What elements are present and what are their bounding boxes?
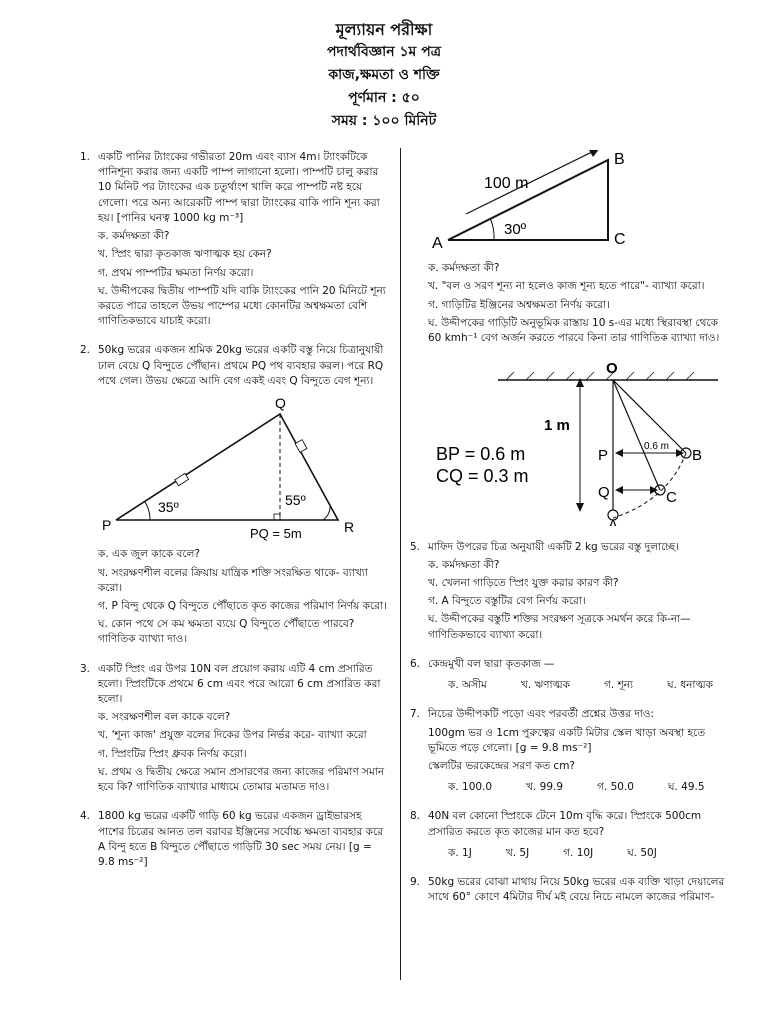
question-stem: 100gm ভর ও 1cm পুরুত্বের একটি মিটার স্কেল খাড়া অবস্থা হতে ভূমিতে পড়ে গেলো। [g = 9.8 ms⁻²] bbox=[428, 726, 706, 754]
options bbox=[448, 678, 728, 693]
pendulum-figure bbox=[428, 360, 728, 526]
sub-question-a: ক. কর্মদক্ষতা কী? bbox=[428, 262, 500, 275]
option-gha: ঘ. 50J bbox=[627, 846, 657, 859]
label-a: A bbox=[432, 235, 443, 250]
ceiling-hatch bbox=[506, 372, 694, 380]
option-kha: খ. ঋণাত্মক bbox=[520, 679, 571, 692]
question-prompt: স্কেলটির ভরকেন্দ্রের সরণ কত cm? bbox=[428, 759, 576, 772]
option-gha: ঘ. ধনাত্মক bbox=[667, 679, 713, 692]
label-q: Q bbox=[598, 484, 610, 502]
question-3 bbox=[80, 662, 390, 796]
inclined-plane-figure bbox=[98, 392, 390, 542]
swing-arc bbox=[613, 453, 686, 518]
question-number: 6. bbox=[410, 657, 421, 670]
question-7 bbox=[410, 707, 728, 795]
length-label: 1 m bbox=[544, 417, 570, 435]
question-number: 3. bbox=[80, 662, 91, 675]
angle-35-label: 35º bbox=[158, 499, 179, 516]
label-r: R bbox=[344, 519, 355, 536]
sub-question-b: খ. স্প্রিং দ্বারা কৃতকাজ ঋণাত্মক হয় কেন? bbox=[98, 248, 272, 261]
right-column bbox=[410, 150, 728, 919]
arrow-head bbox=[589, 150, 600, 157]
string-oc bbox=[613, 380, 660, 490]
left-column bbox=[80, 150, 390, 884]
exam-chapter: কাজ,ক্ষমতা ও শক্তি bbox=[328, 67, 440, 83]
sub-question-d: ঘ. উদ্দীপকের বস্তুটি শক্তির সংরক্ষণ সূত্রকে সমর্থন করে কি-না— গাণিতিকভাবে ব্যাখ্যা করো। bbox=[428, 613, 691, 641]
option-kha: খ. 99.9 bbox=[526, 781, 564, 794]
distance-label: 100 m bbox=[484, 175, 529, 192]
question-6 bbox=[410, 657, 728, 693]
angle-arc-p bbox=[145, 502, 150, 520]
sub-question-c: গ. A বিন্দুতে বস্তুটির বেগ নির্ণয় করো। bbox=[428, 595, 586, 608]
bp-value-label: BP = 0.6 m bbox=[436, 444, 526, 465]
label-p: P bbox=[598, 447, 609, 465]
question-4 bbox=[80, 809, 390, 870]
option-kha: খ. 5J bbox=[505, 846, 530, 859]
sub-question-a: ক. কর্মদক্ষতা কী? bbox=[98, 230, 170, 243]
angle-label: 30º bbox=[504, 221, 527, 238]
box-on-rq-slope bbox=[295, 440, 307, 453]
sub-question-d: ঘ. কোন পথে সে কম ক্ষমতা ব্যয়ে Q বিন্দুতে পৌঁছাতে পারবে? গাণিতিক ব্যাখ্যা দাও। bbox=[98, 618, 355, 646]
sub-question-a: ক. এক জুল কাকে বলে? bbox=[98, 548, 201, 561]
exam-subject: পদার্থবিজ্ঞান ১ম পত্র bbox=[327, 44, 441, 60]
label-p: P bbox=[102, 517, 112, 534]
question-4-parts bbox=[428, 261, 728, 346]
question-1 bbox=[80, 150, 390, 329]
question-stem: মাফিদ উপরের চিত্র অনুযায়ী একটি 2 kg ভরের বস্তু দুলাচ্ছে। bbox=[428, 540, 679, 553]
bp-small-label: 0.6 m bbox=[644, 441, 670, 453]
cq-arrow-left bbox=[615, 486, 623, 494]
exam-header bbox=[0, 18, 768, 133]
question-number: 8. bbox=[410, 810, 421, 823]
sub-question-d: ঘ. উদ্দীপকের গাড়িটি অনুভূমিক রাস্তায় 10 s-এর মধ্যে স্থিরাবস্থা থেকে 60 kmh⁻¹ বেগ অর্জন করতে পারবে কিনা তার গাণিতিক ব্যাখ্যা দাও। bbox=[428, 316, 720, 345]
question-stem: একটি পানির ট্যাংকের গভীরতা 20m এবং ব্যাস 4m। ট্যাংকটিকে পানিশূন্য করার জন্য একটি পাম্প লাগানো হলো। পাম্পটি চালু করার 10 মিনিট পর ট্যাংকের এক চতুর্থাংশ খালি করে পাম্পটি নষ্ট হয়ে গেলো। পরে অন্য আরেকটি পাম্প দ্বারা ট্যাংকের বাকি পানি শূন্য করা হয়। [পানির ঘনত্ব 1000 kg m⁻³] bbox=[98, 151, 380, 224]
incline-abc-figure bbox=[428, 150, 728, 250]
question-stem: 50kg ভরের বোঝা মাথায় নিয়ে 50kg ভরের এক ব্যক্তি খাড়া দেয়ালের সাথে 60° কোণে 4মিটার দীর্ঘ মই বেয়ে নিচে নামলে কাজের পরিমাণ- bbox=[428, 876, 725, 904]
sub-question-c: গ. প্রথম পাম্পটির ক্ষমতা নির্ণয় করো। bbox=[98, 266, 254, 279]
label-q: Q bbox=[275, 395, 286, 412]
column-divider bbox=[400, 148, 401, 980]
question-number: 7. bbox=[410, 708, 421, 721]
option-ka: ক. 100.0 bbox=[448, 781, 493, 794]
question-stem: 1800 kg ভরের একটি গাড়ি 60 kg ভরের একজন ড্রাইভারসহ পাশের চিত্রের আনত তল বরাবর ইঞ্জিনের সর্বোচ্চ ক্ষমতা ব্যবহার করে A বিন্দু হতে B বিন্দুতে পৌঁছাতে গাড়িটি 30 sec সময় নেয়। [g = 9.8 ms⁻²] bbox=[98, 810, 384, 868]
right-angle-mark bbox=[274, 514, 280, 520]
box-on-pq-slope bbox=[175, 473, 189, 485]
question-number: 2. bbox=[80, 344, 91, 357]
sub-question-a: ক. সংরক্ষণশীল বল কাকে বলে? bbox=[98, 711, 231, 724]
option-ka: ক. 1J bbox=[448, 846, 472, 859]
question-5 bbox=[410, 540, 728, 643]
question-2 bbox=[80, 343, 390, 647]
exam-full-marks: পূর্ণমান : ৫০ bbox=[348, 90, 420, 106]
option-ga: গ. 10J bbox=[563, 846, 594, 859]
cq-arrow-right bbox=[650, 486, 658, 494]
label-b: B bbox=[692, 447, 703, 465]
option-ga: গ. 50.0 bbox=[597, 781, 634, 794]
angle-55-label: 55º bbox=[285, 492, 306, 509]
question-stem: 50kg ভরের একজন শ্রমিক 20kg ভরের একটি বস্তু নিয়ে চিত্রানুযায়ী ঢাল বেয়ে Q বিন্দুতে পৌঁছান। প্রথমে PQ পথ ব্যবহার করল। পরে RQ পথে গেল। উভয় ক্ষেত্রে আদি বেগ একই এবং Q বিন্দুতে বেগ শূন্য। bbox=[98, 344, 384, 387]
question-number: 5. bbox=[410, 540, 421, 553]
triangle-abc bbox=[448, 160, 608, 240]
cq-value-label: CQ = 0.3 m bbox=[436, 466, 529, 487]
option-gha: ঘ. 49.5 bbox=[667, 781, 705, 794]
option-ka: ক. অসীম bbox=[448, 679, 487, 692]
sub-question-c: গ. গাড়িটির ইঞ্জিনের অশ্বক্ষমতা নির্ণয় করো। bbox=[428, 298, 610, 311]
angle-arc-r bbox=[323, 505, 330, 520]
question-lead: নিচের উদ্দীপকটি পড়ো এবং পরবর্তী প্রশ্নের উত্তর দাও: bbox=[428, 708, 655, 721]
option-ga: গ. শূন্য bbox=[604, 679, 634, 692]
question-8 bbox=[410, 809, 728, 861]
question-stem: কেন্দ্রমুখী বল দ্বারা কৃতকাজ — bbox=[428, 657, 555, 670]
question-9 bbox=[410, 875, 728, 905]
sub-question-a: ক. কর্মদক্ষতা কী? bbox=[428, 558, 500, 571]
label-b: B bbox=[614, 151, 625, 168]
sub-question-d: ঘ. উদ্দীপকের দ্বিতীয় পাম্পটি যদি বাকি ট্যাংকের পানি 20 মিনিটে শূন্য করতে পারে তাহলে উভয় পাম্পের মধ্যে কোনটির অশ্বক্ষমতা বেশি গাণিতিকভাবে যাচাই করো। bbox=[98, 284, 386, 328]
bp-arrow-left bbox=[615, 449, 623, 457]
question-number: 1. bbox=[80, 151, 91, 163]
question-stem: একটি স্প্রিং এর উপর 10N বল প্রয়োগ করায় এটি 4 cm প্রসারিত হলো। স্প্রিংটিকে প্রথমে 6 cm এবং পরে আরো 6 cm প্রসারিত করা হলো। bbox=[98, 662, 381, 706]
label-o: O bbox=[606, 360, 618, 378]
options bbox=[448, 846, 728, 861]
label-c: C bbox=[614, 231, 626, 248]
pq-length-label: PQ = 5m bbox=[250, 526, 302, 542]
sub-question-b: খ. সংরক্ষণশীল বলের ক্রিয়ায় যান্ত্রিক শক্তি সংরক্ষিত থাকে- ব্যাখ্যা করো। bbox=[98, 566, 368, 594]
sub-question-c: গ. স্প্রিংটির স্প্রিং ধ্রুবক নির্ণয় করো। bbox=[98, 747, 247, 760]
exam-time: সময় : ১০০ মিনিট bbox=[331, 113, 437, 129]
angle-arc-a bbox=[490, 218, 494, 240]
sub-question-d: ঘ. প্রথম ও দ্বিতীয় ক্ষেত্রে সমান প্রসারণের জন্য কাজের পরিমাণ সমান হবে কি? গাণিতিক ব্যাখ্যার মাধ্যমে তোমার মতামত দাও। bbox=[98, 765, 385, 794]
sub-question-b: খ. "বল ও সরণ শূন্য না হলেও কাজ শূন্য হতে পারে"- ব্যাখ্যা করো। bbox=[428, 280, 705, 293]
exam-title: মূল্যায়ন পরীক্ষা bbox=[335, 20, 433, 39]
sub-question-c: গ. P বিন্দু থেকে Q বিন্দুতে পৌঁছাতে কৃত কাজের পরিমাণ নির্ণয় করো। bbox=[98, 599, 387, 612]
question-stem: 40N বল কোনো স্প্রিংকে টেনে 10m বৃদ্ধি করে। স্প্রিংকে 500cm প্রসারিত করতে কৃত কাজের মান কত হবে? bbox=[428, 810, 702, 838]
sub-question-b: খ. খেলনা গাড়িতে স্প্রিং যুক্ত করার কারণ কী? bbox=[428, 576, 619, 589]
question-number: 4. bbox=[80, 810, 91, 823]
length-arrow-down bbox=[576, 503, 584, 512]
label-c: C bbox=[666, 489, 677, 507]
options bbox=[448, 780, 728, 795]
question-number: 9. bbox=[410, 876, 421, 889]
label-a: A bbox=[608, 517, 619, 527]
sub-question-b: খ. 'শূন্য কাজ' প্রযুক্ত বলের দিকের উপর নির্ভর করে- ব্যাখ্যা করো bbox=[98, 729, 367, 742]
